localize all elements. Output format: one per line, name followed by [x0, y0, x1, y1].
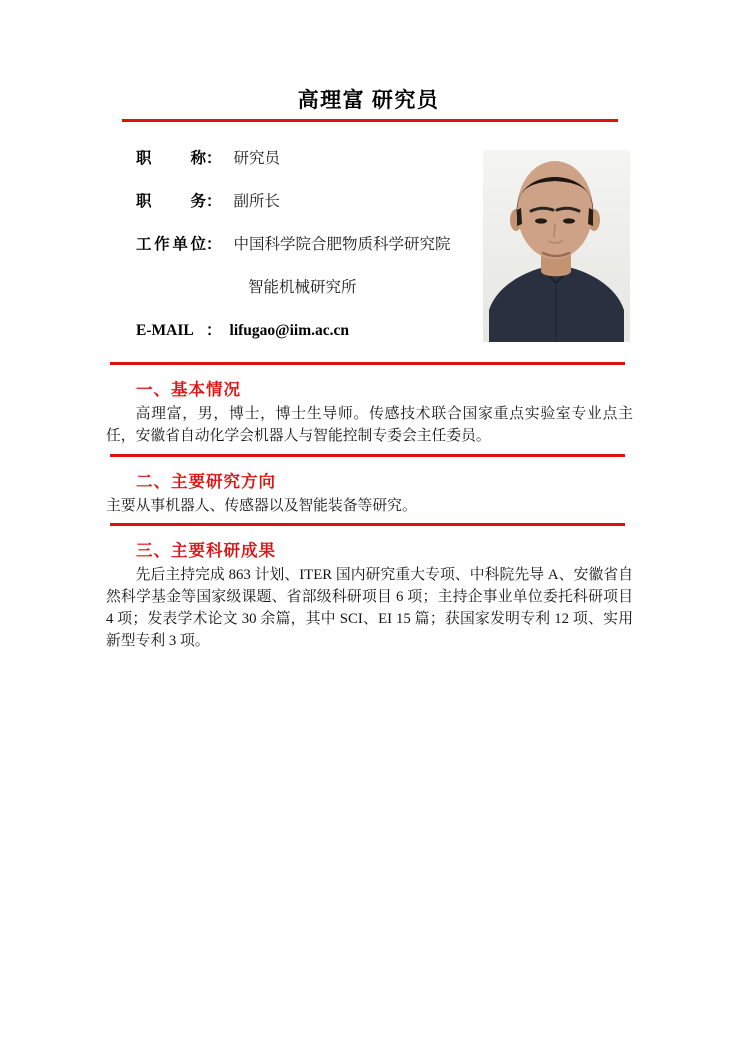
section-divider	[110, 454, 625, 457]
section-research-achievements	[0, 523, 737, 652]
section-heading: 一、基本情况	[136, 381, 241, 399]
field-colon: ：	[206, 193, 222, 210]
email-address: lifugao@iim.ac.cn	[229, 322, 349, 339]
field-value: 中国科学院合肥物质科学研究院	[233, 236, 451, 253]
eye-right	[563, 218, 575, 223]
section-body: 先后主持完成 863 计划、ITER 国内研究重大专项、中科院先导 A、安徽省自然科学基金等国家级课题、省部级科研项目 6 项；主持企事业单位委托科研项目 4 项；发表学术论文 30 余篇，其中 SCI、EI 15 篇；获国家发明专利 12 项、实用新型专利 3 项。	[106, 567, 633, 649]
face-shape	[517, 161, 593, 259]
sections	[0, 362, 737, 652]
field-label: 工作单位	[136, 236, 206, 253]
field-position	[136, 193, 486, 211]
field-value: 副所长	[233, 193, 281, 210]
field-colon: ：	[206, 322, 222, 339]
portrait-photo	[483, 150, 630, 342]
section-divider	[110, 362, 625, 365]
field-email	[136, 322, 486, 340]
field-colon: ：	[206, 150, 222, 167]
section-divider	[110, 523, 625, 526]
field-job-title	[136, 150, 486, 168]
eye-left	[535, 218, 547, 223]
section-research-directions	[0, 454, 737, 517]
field-work-unit	[136, 236, 486, 254]
section-body: 主要从事机器人、传感器以及智能装备等研究。	[106, 498, 417, 514]
field-value: 研究员	[233, 150, 281, 167]
section-body: 高理富，男，博士，博士生导师。传感技术联合国家重点实验室专业点主任，安徽省自动化学会机器人与智能控制专委会主任委员。	[106, 406, 633, 444]
field-label: E-MAIL	[136, 322, 194, 339]
field-label: 职务	[136, 193, 206, 210]
profile-fields	[136, 140, 486, 365]
section-basic-info	[0, 362, 737, 447]
section-heading: 二、主要研究方向	[136, 473, 276, 491]
field-value-continued: 智能机械研究所	[248, 279, 357, 296]
page-title: 高理富 研究员	[297, 88, 440, 112]
field-colon: ：	[206, 236, 222, 253]
field-label: 职称	[136, 150, 206, 167]
field-work-unit-line2	[248, 279, 486, 297]
title-divider	[122, 119, 618, 122]
section-heading: 三、主要科研成果	[136, 542, 276, 560]
